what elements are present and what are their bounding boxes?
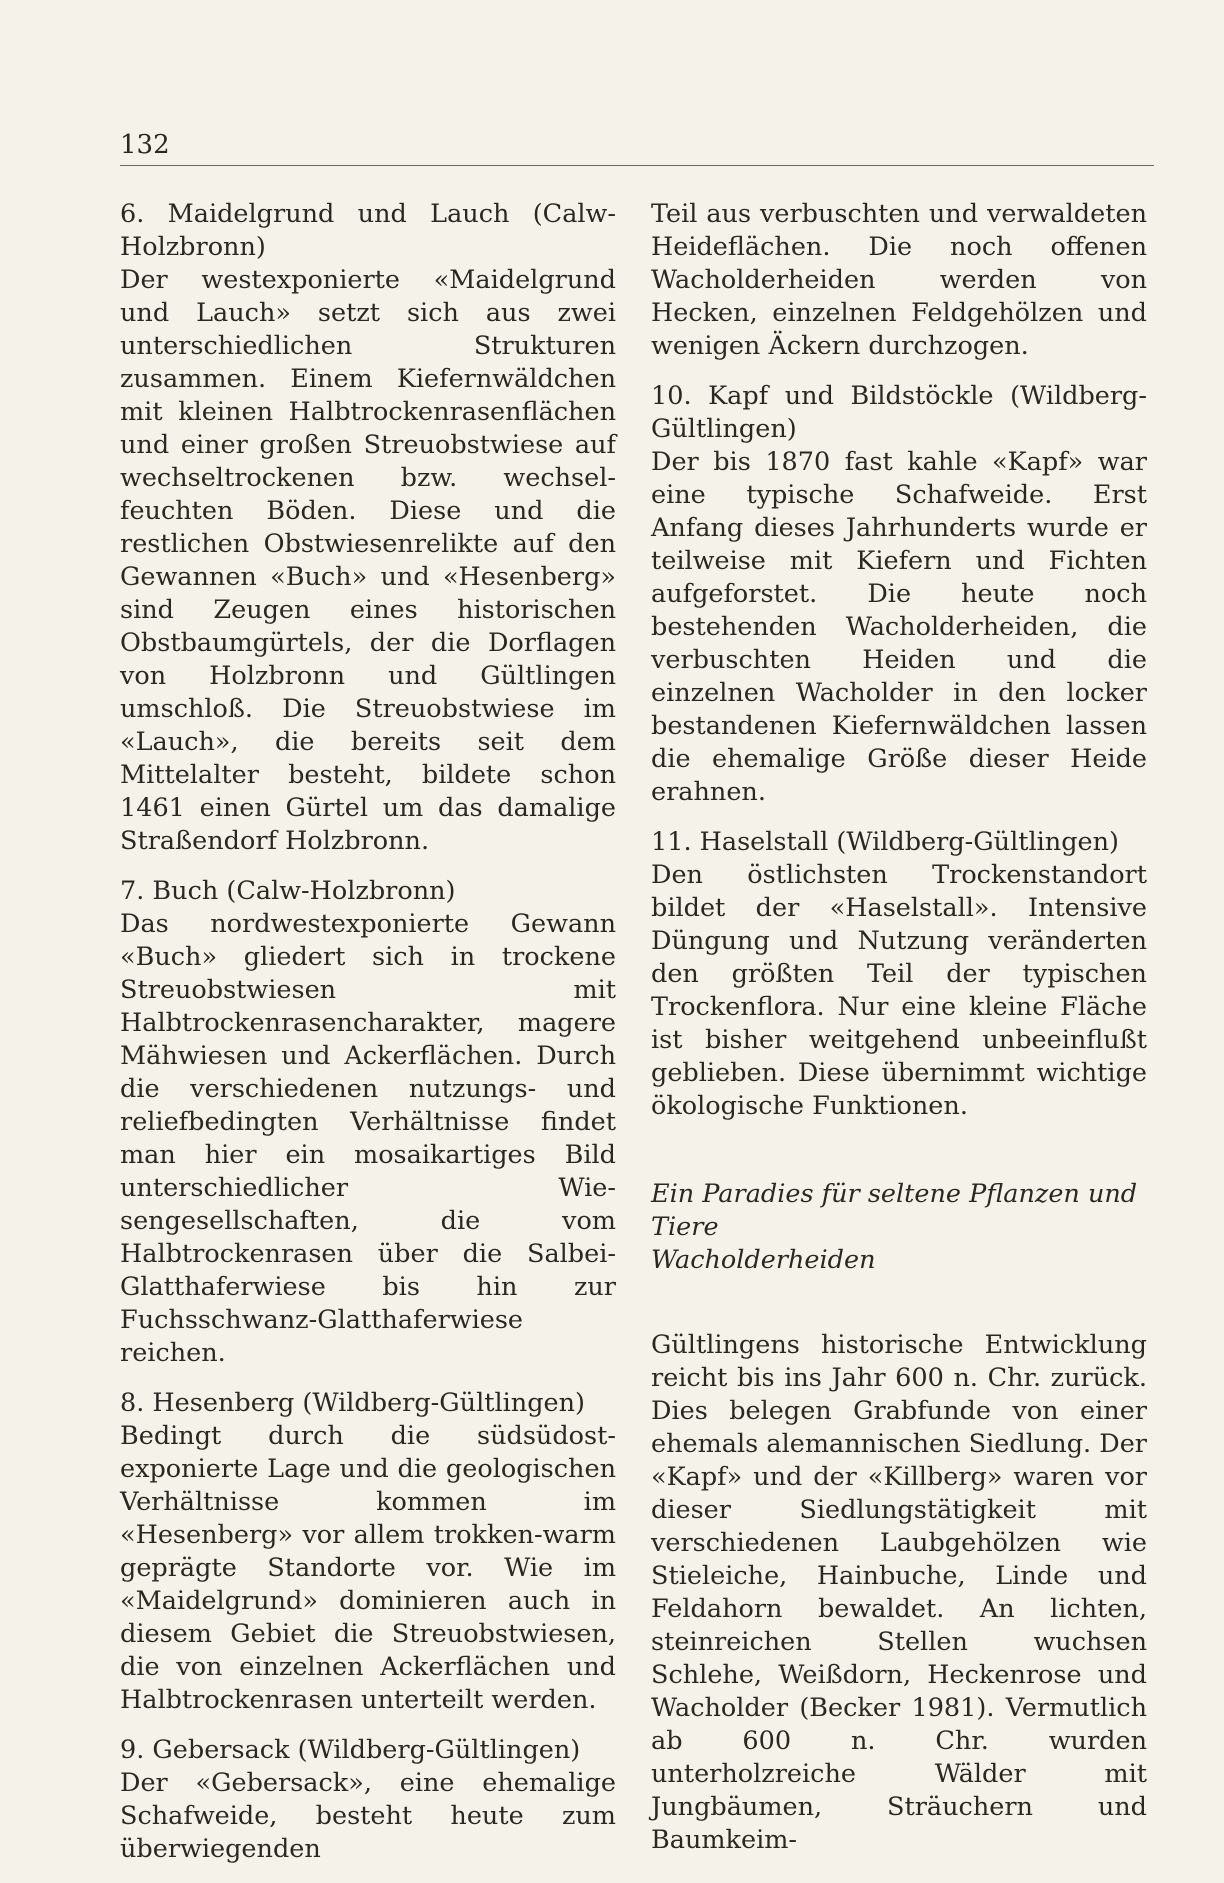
left-column [120, 198, 616, 1883]
section-heading-line2: Wacholderheiden [651, 1245, 876, 1275]
entry-gebersack [120, 1734, 616, 1866]
entry-heading: 9. Gebersack (Wildberg-Gültlingen) [120, 1735, 581, 1765]
entry-maidelgrund [120, 198, 616, 858]
page-number: 132 [120, 130, 170, 160]
entry-heading: 11. Haselstall (Wildberg-Gültlingen) [651, 827, 1119, 857]
section-body: Gültlingens historische Entwicklung reicht bis ins Jahr 600 n. Chr. zurück. Dies belegen Grabfunde von einer ehemals alemannischen Siedlung. Der «Kapf» und der «Killberg» waren vor dieser Siedlungstätigkeit mit verschiedenen Laubgehölzen wie Stieleiche, Hainbuche, Linde und Feldahorn bewaldet. An lichten, steinreichen Stellen wuchsen Schlehe, Weißdorn, Heckenrose und Wacholder (Becker 1981). Vermutlich ab 600 n. Chr. wurden unterholzreiche Wälder mit Jungbäumen, Sträuchern und Baumkeim- [651, 1330, 1147, 1855]
entry-gebersack-continuation [651, 198, 1147, 363]
entry-heading: 7. Buch (Calw-Holzbronn) [120, 876, 456, 906]
entry-body: Das nordwestexponierte Gewann «Buch» gliedert sich in trockene Streuobstwiesen mit Halbtrockenrasencharakter, magere Mähwiesen und Ackerflächen. Durch die verschiedenen nutzungs- und reliefbedingten Verhältnisse findet man hier ein mosaikartiges Bild unterschiedlicher Wiesengesellschaften, die vom Halbtrockenrasen über die Salbei-Glatthaferwiese bis hin zur Fuchsschwanz-Glatthaferwiese reichen. [120, 909, 616, 1368]
entry-body: Bedingt durch die südsüdost-exponierte Lage und die geologischen Verhältnisse kommen im «Hesenberg» vor allem trokken-warm geprägte Standorte vor. Wie im «Maidelgrund» dominieren auch in diesem Gebiet die Streuobstwiesen, die von einzelnen Ackerflächen und Halbtrockenrasen unterteilt werden. [120, 1421, 616, 1715]
entry-haselstall [651, 826, 1147, 1123]
entry-heading: 10. Kapf und Bildstöckle (Wildberg-Gültlingen) [651, 381, 1147, 444]
entry-hesenberg [120, 1387, 616, 1717]
section-heading-line1: Ein Paradies für seltene Pflanzen und Tiere [651, 1179, 1138, 1242]
entry-heading: 8. Hesenberg (Wildberg-Gültlingen) [120, 1388, 586, 1418]
entry-kapf [651, 380, 1147, 809]
entry-body: Den östlichsten Trockenstandort bildet der «Haselstall». Intensive Düngung und Nutzung veränderten den größten Teil der typischen Trockenflora. Nur eine kleine Fläche ist bisher weitgehend unbeeinflußt geblieben. Diese übernimmt wichtige ökologische Funktionen. [651, 860, 1147, 1121]
entry-buch [120, 875, 616, 1370]
header-rule [120, 165, 1154, 166]
entry-body: Der westexponierte «Maidelgrund und Lauch» setzt sich aus zwei unterschiedlichen Strukturen zusammen. Einem Kiefernwäldchen mit kleinen Halbtrockenrasenflächen und einer großen Streuobstwiese auf wechseltrockenen bzw. wechselfeuchten Böden. Diese und die restlichen Obstwiesenrelikte auf den Gewannen «Buch» und «Hesenberg» sind Zeugen eines historischen Obstbaumgürtels, der die Dorflagen von Holzbronn und Gültlingen umschloß. Die Streuobstwiese im «Lauch», die bereits seit dem Mittelalter besteht, bildete schon 1461 einen Gürtel um das damalige Straßendorf Holzbronn. [120, 265, 616, 856]
entry-body: Der «Gebersack», eine ehemalige Schafweide, besteht heute zum überwiegenden [120, 1768, 616, 1864]
entry-body: Teil aus verbuschten und verwaldeten Heideflächen. Die noch offenen Wacholderheiden werden von Hecken, einzelnen Feldgehölzen und wenigen Äckern durchzogen. [651, 199, 1147, 361]
entry-body: Der bis 1870 fast kahle «Kapf» war eine typische Schafweide. Erst Anfang dieses Jahrhunderts wurde er teilweise mit Kiefern und Fichten aufgeforstet. Die heute noch bestehenden Wacholderheiden, die verbuschten Heiden und die einzelnen Wacholder in den locker bestandenen Kiefernwäldchen lassen die ehemalige Größe dieser Heide erahnen. [651, 447, 1147, 807]
entry-heading: 6. Maidelgrund und Lauch (Calw-Holzbronn) [120, 199, 616, 262]
right-column [651, 198, 1147, 1857]
section-heading [651, 1178, 1147, 1277]
